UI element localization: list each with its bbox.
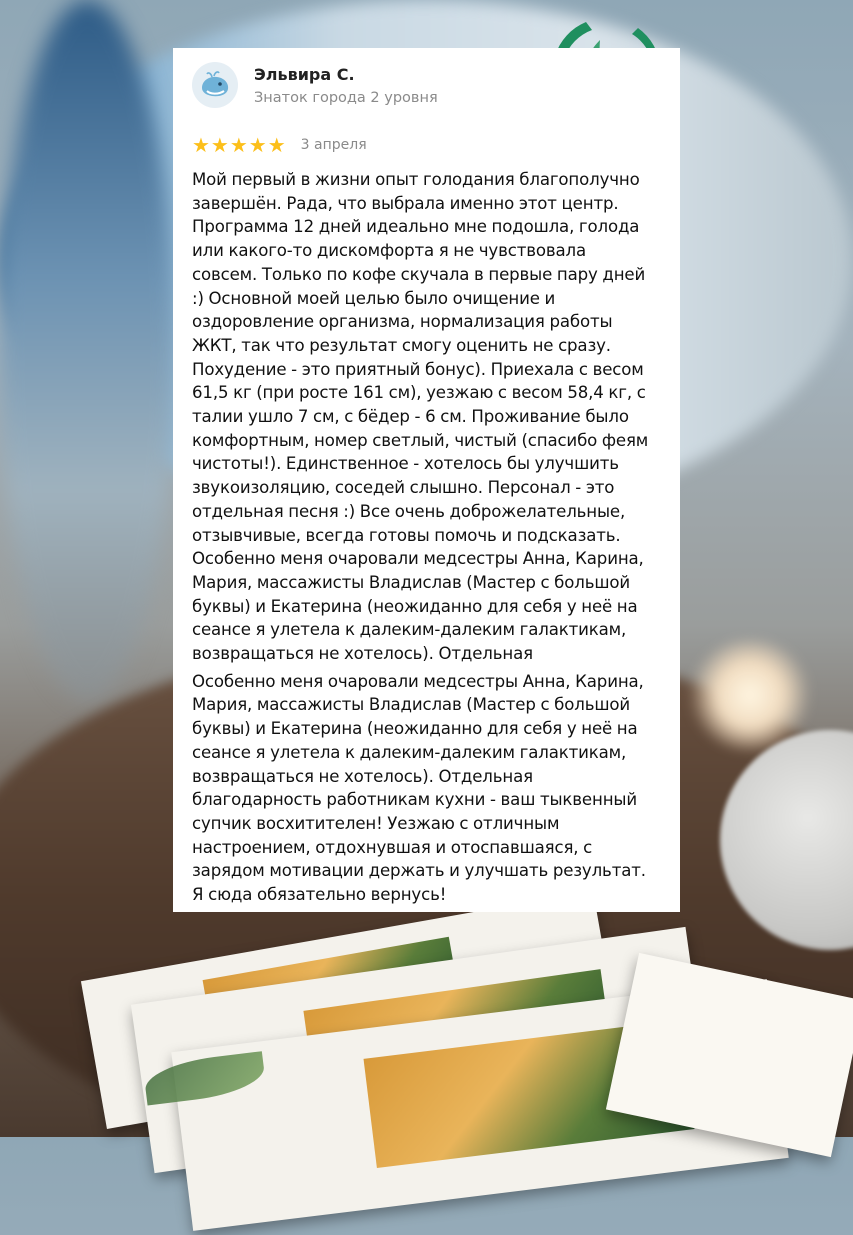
- rating-stars: ★★★★★: [192, 133, 287, 157]
- review-card: [173, 48, 680, 912]
- review-text: Мой первый в жизни опыт голодания благополучно завершён. Рада, что выбрала именно этот центр. Программа 12 дней идеально мне подошла, голода или какого-то дискомфорта я не чувствовала совсем. Только по кофе скучала в первые пару дней :) Основной моей целью было очищение и оздоровление организма, нормализация работы ЖКТ, так что результат смогу оценить не сразу. Похудение - это приятный бонус). Приехала с весом 61,5 кг (при росте 161 см), уезжаю с весом 58,4 кг, с талии ушло 7 см, с бёдер - 6 см. Проживание было комфортным, номер светлый, чистый (спасибо феям чистоты!). Единственное - хотелось бы улучшить звукоизоляцию, соседей слышно. Персонал - это отдельная песня :) Все очень доброжелательные, отзывчивые, всегда готовы помочь и подсказать. Особенно меня очаровали медсестры Анна, Карина, Мария, массажисты Владислав (Мастер с большой буквы) и Екатерина (неожиданно для себя у неё на сеансе я улетела к далеким-далеким галактикам, возвращаться не хотелось). Отдельная: [192, 170, 649, 664]
- review-text-continued: Особенно меня очаровали медсестры Анна, Карина, Мария, массажисты Владислав (Мастер с большой буквы) и Екатерина (неожиданно для себя у неё на сеансе я улетела к далеким-далеким галактикам, возвращаться не хотелось). Отдельная благодарность работникам кухни - ваш тыквенный супчик восхитителен! Уезжаю с отличным настроением, отдохнувшая и отоспавшаяся, с зарядом мотивации держать и улучшать результат. Я сюда обязательно вернусь!: [192, 671, 646, 905]
- author-name[interactable]: Эльвира С.: [254, 65, 355, 84]
- author-level: Знаток города 2 уровня: [254, 90, 438, 106]
- avatar[interactable]: [192, 62, 238, 108]
- whale-avatar-icon: [198, 70, 232, 100]
- review-date: 3 апреля: [300, 137, 367, 153]
- rating-row: [192, 130, 662, 160]
- background-wall: [0, 0, 175, 700]
- brochures: [60, 905, 853, 1145]
- review-header: [192, 62, 662, 132]
- user-info: [254, 64, 438, 109]
- background-lamp: [690, 640, 810, 750]
